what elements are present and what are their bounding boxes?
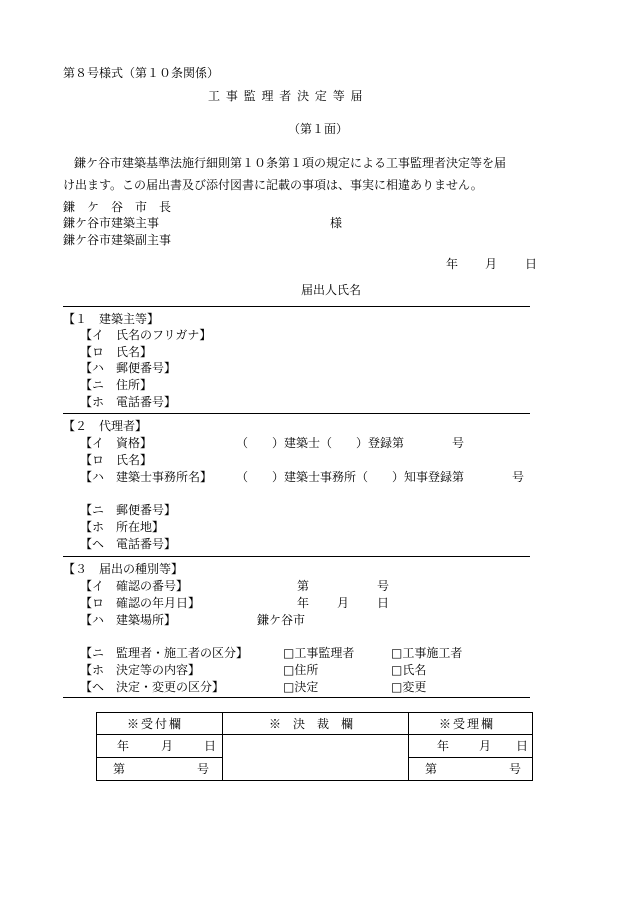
reception-day: 日 [204,739,217,753]
confirmation-date-month: 月 [337,596,350,610]
section-1-title: 【１ 建築主等】 [63,312,160,326]
reception-number-cell [96,757,223,781]
confirmation-number-prefix: 第 [297,579,310,593]
field-phone: 【ホ 電話番号】 [80,395,177,409]
date-year: 年 [446,257,459,271]
field-agent-postal-code: 【ニ 郵便番号】 [80,503,177,517]
receipt-day: 日 [516,739,529,753]
receipt-number-suffix: 号 [509,762,522,776]
addressee-mayor: 鎌 ケ 谷 市 長 [63,200,172,214]
receipt-number-prefix: 第 [425,762,438,776]
reception-year: 年 [117,739,130,753]
reception-month: 月 [161,739,174,753]
reception-number-prefix: 第 [113,762,126,776]
receipt-year: 年 [437,739,450,753]
receipt-header-cell [408,712,533,735]
receipt-number-cell [408,757,533,781]
receipt-month: 月 [479,739,492,753]
divider [63,306,530,307]
checkbox-supervisor[interactable]: □工事監理者 [283,646,355,660]
form-number: 第８号様式（第１０条関係） [63,66,220,80]
receipt-header: ※受理欄 [439,717,496,731]
confirmation-date-day: 日 [377,596,390,610]
field-address: 【ニ 住所】 [80,378,153,392]
field-confirmation-date: 【ロ 確認の年月日】 [80,596,201,610]
section-3-title: 【３ 届出の種別等】 [63,562,184,576]
reception-header: ※受付欄 [127,717,184,731]
addressee-building-official: 鎌ケ谷市建築主事 [63,216,160,230]
applicant-name-label: 届出人氏名 [301,283,362,297]
confirmation-number-suffix: 号 [377,579,390,593]
reception-header-cell [96,712,223,735]
date-day: 日 [525,257,538,271]
field-qualification-value: （ ）建築士（ ）登録第 号 [236,436,465,450]
field-decision-change-type: 【ヘ 決定・変更の区分】 [80,680,225,694]
field-qualification: 【イ 資格】 [80,436,153,450]
reception-date-cell [96,734,223,758]
checkbox-name[interactable]: □氏名 [391,663,427,677]
date-month: 月 [485,257,498,271]
receipt-date-cell [408,734,533,758]
approval-header-cell [222,712,409,735]
checkbox-change[interactable]: □変更 [391,680,427,694]
field-postal-code: 【ハ 郵便番号】 [80,361,177,375]
intro-line-1: 鎌ケ谷市建築基準法施行細則第１０条第１項の規定による工事監理者決定等を届 [74,156,507,170]
intro-line-2: け出ます。この届出書及び添付図書に記載の事項は、事実に相違ありません。 [63,178,483,192]
approval-body-cell [222,734,409,781]
approval-header: ※ 決 裁 欄 [269,717,354,731]
field-agent-phone: 【ヘ 電話番号】 [80,537,177,551]
field-confirmation-number: 【イ 確認の番号】 [80,579,189,593]
field-agent-location: 【ホ 所在地】 [80,520,165,534]
field-decision-content: 【ホ 決定等の内容】 [80,663,201,677]
page-title: 工 事 監 理 者 決 定 等 届 [208,89,364,103]
divider [63,697,530,698]
field-office-name-value: （ ）建築士事務所（ ）知事登録第 号 [236,470,525,484]
divider [63,556,530,557]
field-agent-name: 【ロ 氏名】 [80,453,153,467]
field-building-site: 【ハ 建築場所】 [80,613,177,627]
field-furigana: 【イ 氏名のフリガナ】 [80,328,212,342]
checkbox-address[interactable]: □住所 [283,663,319,677]
page-side-label: （第１面） [288,122,349,136]
building-site-value: 鎌ケ谷市 [257,613,306,627]
addressee-honorific: 様 [330,216,343,230]
divider [63,413,530,414]
addressee-deputy-official: 鎌ケ谷市建築副主事 [63,233,172,247]
section-2-title: 【２ 代理者】 [63,419,148,433]
confirmation-date-year: 年 [297,596,310,610]
checkbox-contractor[interactable]: □工事施工者 [391,646,463,660]
checkbox-decision[interactable]: □決定 [283,680,319,694]
field-office-name: 【ハ 建築士事務所名】 [80,470,213,484]
reception-number-suffix: 号 [197,762,210,776]
field-name: 【ロ 氏名】 [80,345,153,359]
field-supervisor-contractor-type: 【ニ 監理者・施工者の区分】 [80,646,249,660]
